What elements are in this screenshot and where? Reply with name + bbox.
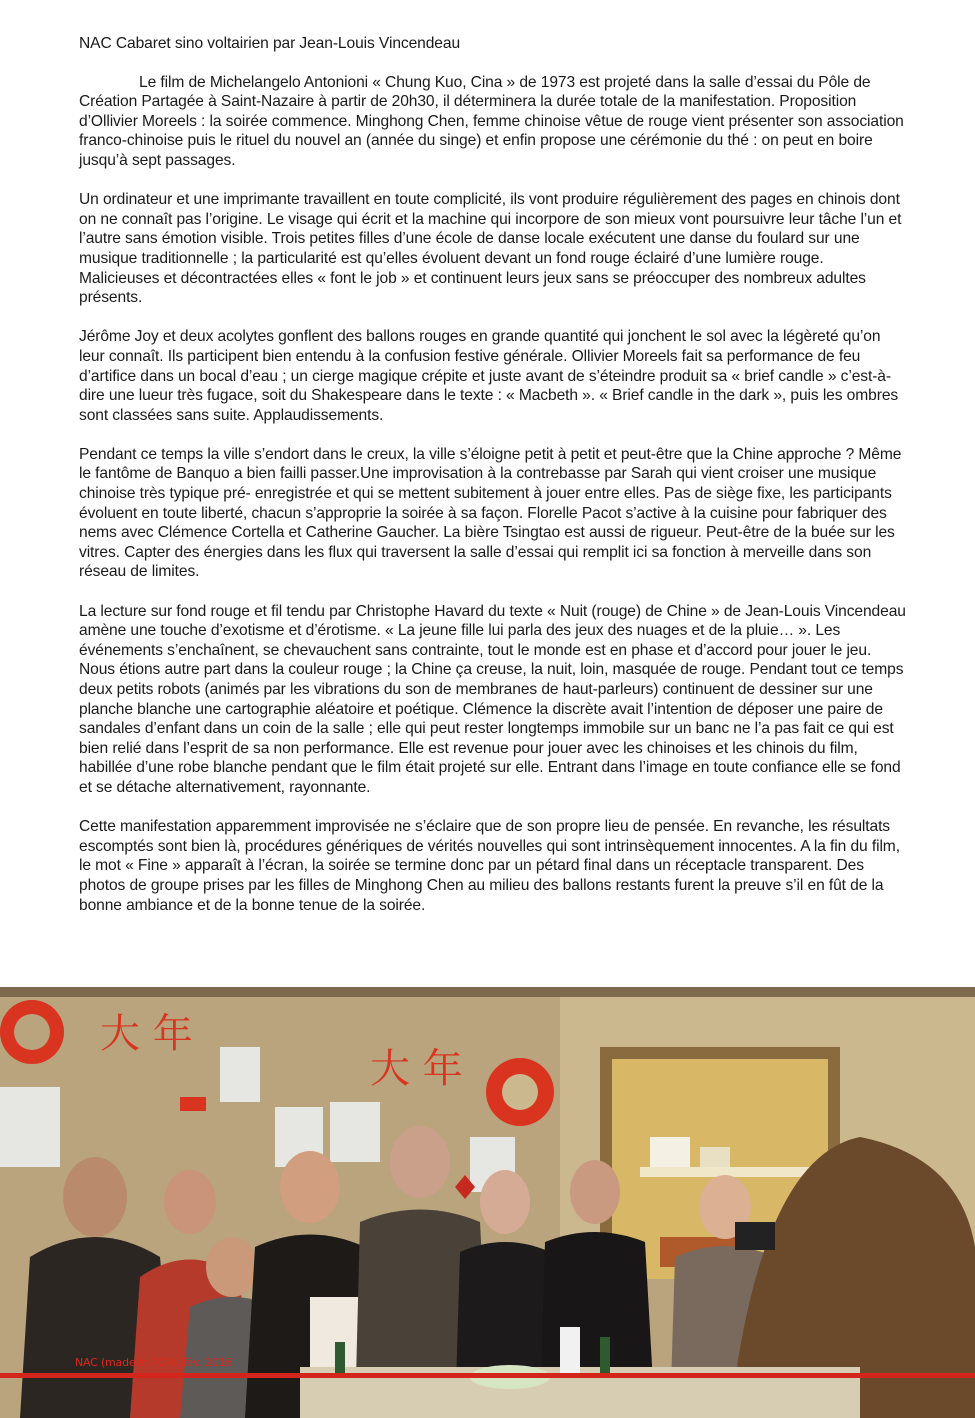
paragraph-5: La lecture sur fond rouge et fil tendu par Christophe Havard du texte « Nuit (rouge) de Chine » de Jean-Louis Vincendeau amène une touche d’exotisme et d’érotisme. « La jeune fille lui parla des jeux des nuages et de la pluie… ». Les événements s’enchaînent, se chevauchent sans contrainte, tout le monde est en phase et d’accord pour jouer le jeu. Nous étions autre part dans la couleur rouge ; la Chine ça creuse, la nuit, loin, masquée de rouge. Pendant tout ce temps deux petits robots (animés par les vibrations du son de membranes de haut-parleurs) continuent de dessiner sur une planche blanche une cartographie aléatoire et poétique. Clémence la discrète avait l’intention de déposer une paire de sandales d’enfant dans un coin de la salle ; elle qui peut rester longtemps immobile sur un banc ne l’a pas fait ce qui est bien relié dans l’esprit de sa non performance. Elle est revenue pour jouer avec les chinoises et les chinois du film, habillée d’une robe blanche pendant que le film était projeté sur elle. Entrant dans l’image en toute confiance elle se fond et se détache alternativement, rayonnante. — [79, 602, 906, 796]
photo-caption: NAC (made in PCP), fév. 2016 — [75, 1356, 233, 1369]
group-photo — [0, 987, 975, 1418]
group-photo-illustration — [0, 987, 975, 1418]
article — [79, 34, 907, 935]
paper-cut-glyphs-right: 大 年 — [370, 1046, 463, 1092]
red-divider-line — [0, 1373, 975, 1378]
article-title: NAC Cabaret sino voltairien par Jean-Louis Vincendeau — [79, 35, 461, 52]
paragraph-3: Jérôme Joy et deux acolytes gonflent des ballons rouges en grande quantité qui jonchent le sol avec la légèreté qu’on leur connaît. Ils participent bien entendu à la confusion festive générale. Ollivier Moreels fait sa performance de feu d’artifice dans un bocal d’eau ; un cierge magique crépite et juste avant de s’éteindre produit sa « brief candle » c’est-à-dire une lueur très fugace, soit du Shakespeare dans le texte : « Macbeth ». « Brief candle in the dark », puis les ombres sont classées sans suite. Applaudissements. — [79, 328, 899, 424]
paragraph-6: Cette manifestation apparemment improvisée ne s’éclaire que de son propre lieu de pensée. En revanche, les résultats escomptés sont bien là, procédures génériques de vérités nouvelles qui sont intrinsèquement innocentes. A la fin du film, le mot « Fine » apparaît à l’écran, la soirée se termine donc par un pétard final dans un réceptacle transparent. Des photos de groupe prises par les filles de Minghong Chen au milieu des ballons restants furent la preuve s’il en fût de la bonne ambiance et de la bonne tenue de la soirée. — [79, 818, 900, 914]
paragraph-2: Un ordinateur et une imprimante travaillent en toute complicité, ils vont produire régulièrement des pages en chinois dont on ne connaît pas l’origine. Le visage qui écrit et la machine qui incorpore de son mieux vont poursuivre leur tâche l’un et l’autre sans émotion visible. Trois petites filles d’une école de danse locale exécutent une danse du foulard sur une musique traditionnelle ; la particularité est qu’elles évoluent devant un fond rouge éclairé d’une lumière rouge. Malicieuses et décontractées elles « font le job » et continuent leurs jeux sans se préoccuper des nombreux adultes présents. — [79, 191, 902, 307]
paragraph-1: Le film de Michelangelo Antonioni « Chung Kuo, Cina » de 1973 est projeté dans la salle d’essai du Pôle de Création Partagée à Saint-Nazaire à partir de 20h30, il déterminera la durée totale de la manifestation. Proposition d’Ollivier Moreels : la soirée commence. Minghong Chen, femme chinoise vêtue de rouge vient présenter son association franco-chinoise puis le rituel du nouvel an (année du singe) et enfin propose une cérémonie du thé : on peut en boire jusqu’à sept passages. — [79, 73, 904, 169]
paper-cut-glyphs-left: 大 年 — [100, 1011, 193, 1057]
paragraph-4: Pendant ce temps la ville s’endort dans le creux, la ville s’éloigne petit à petit et peut-être que la Chine approche ? Même le fantôme de Banquo a bien failli passer.Une improvisation à la contrebasse par Sarah qui vient croiser une musique chinoise très typique pré- enregistrée et qui se mettent subitement à jouer entre elles. Pas de siège fixe, les participants évoluent en toute liberté, chacun s’approprie la soirée à sa façon. Florelle Pacot s’active à la cuisine pour fabriquer des nems avec Clémence Cortella et Catherine Gaucher. La bière Tsingtao est aussi de rigueur. Peut-être de la buée sur les vitres. Capter des énergies dans les flux qui traversent la salle d’essai qui remplit ici sa fonction à merveille dans son réseau de limites. — [79, 445, 902, 581]
